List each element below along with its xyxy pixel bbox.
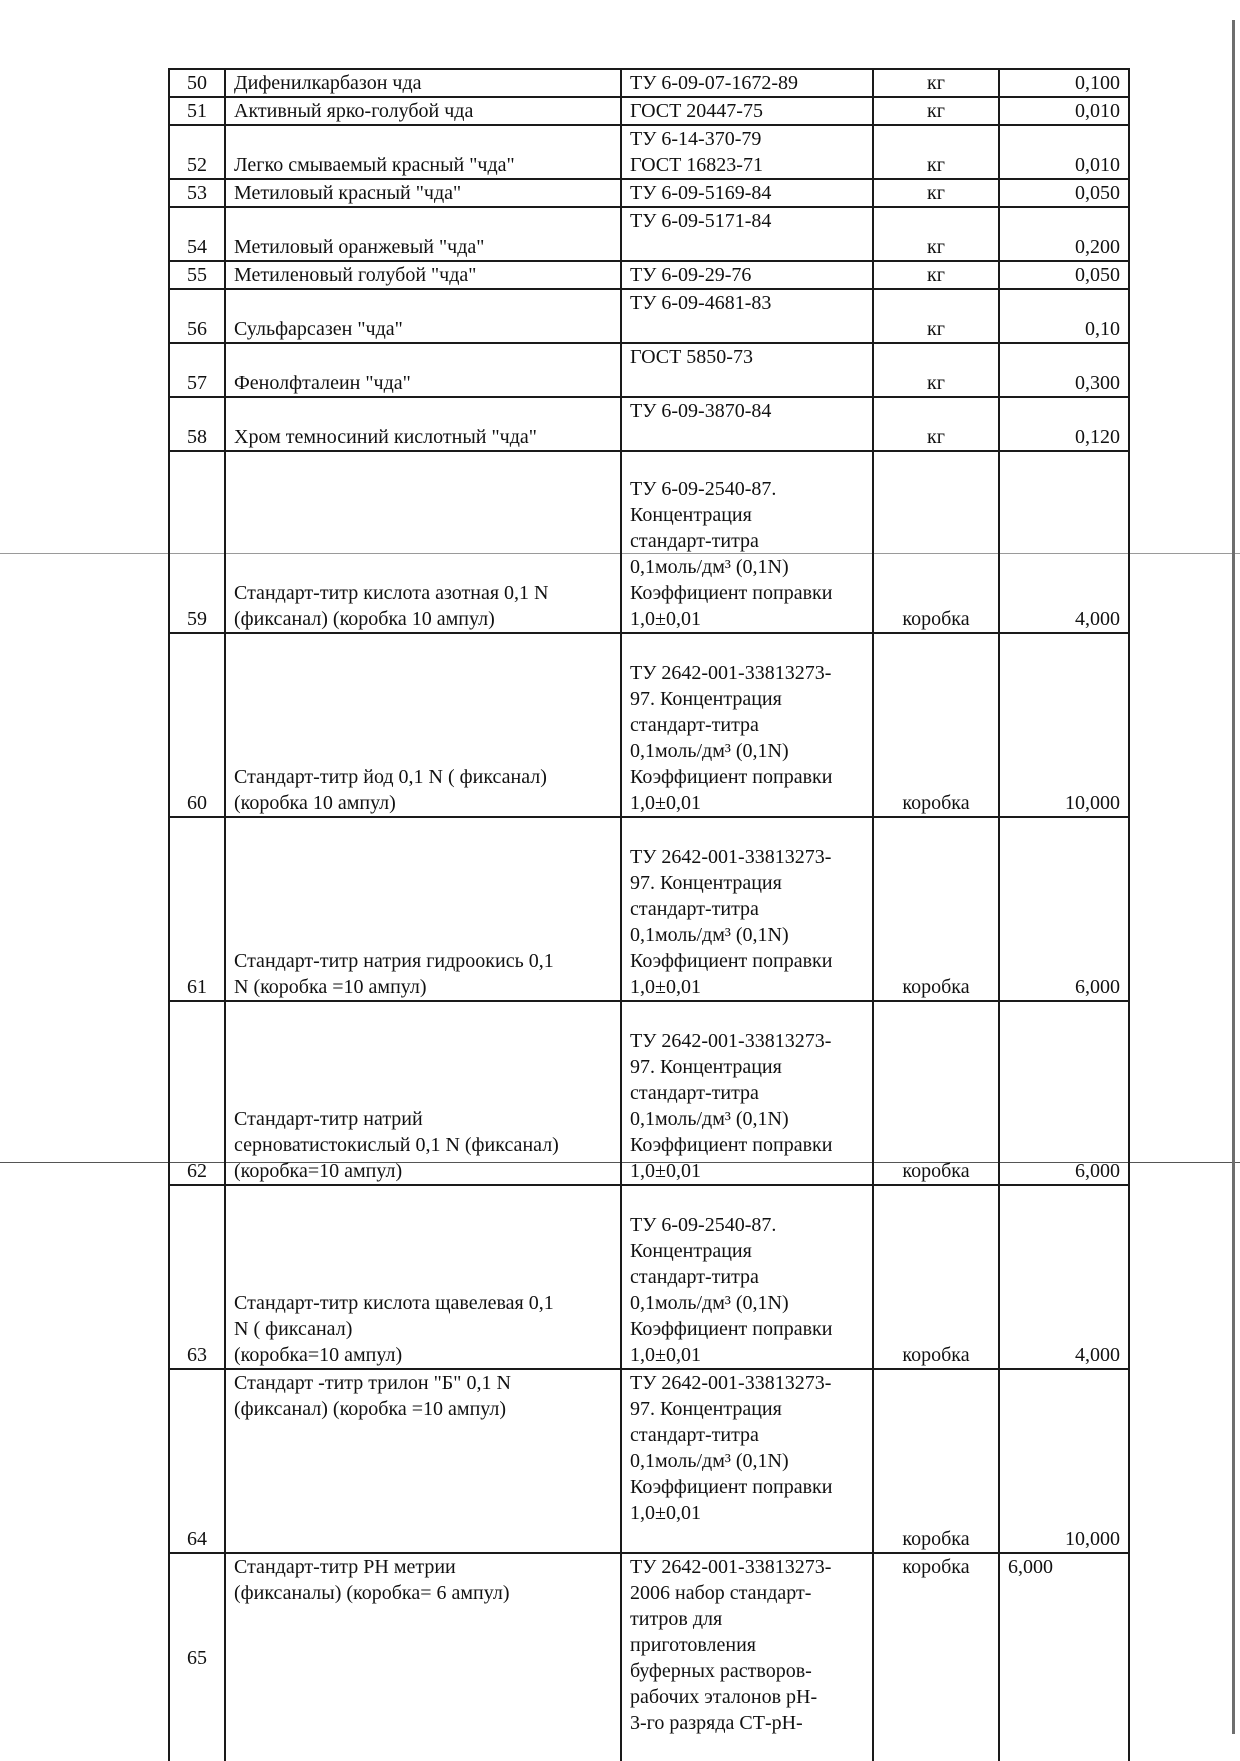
item-quantity: 0,300: [999, 343, 1129, 397]
table-row: [169, 1185, 1129, 1369]
row-number: 59: [169, 451, 225, 633]
item-unit: кг: [873, 125, 999, 179]
row-number: 65: [169, 1553, 225, 1761]
item-unit: кг: [873, 207, 999, 261]
row-number: 50: [169, 69, 225, 97]
item-quantity: 0,050: [999, 179, 1129, 207]
item-unit: коробка: [873, 1185, 999, 1369]
item-unit: кг: [873, 289, 999, 343]
item-unit: коробка: [873, 1001, 999, 1185]
table-row: [169, 179, 1129, 207]
item-name: Дифенилкарбазон чда: [225, 69, 621, 97]
item-spec: ТУ 6-09-29-76: [621, 261, 873, 289]
reagents-table: [168, 68, 1130, 1761]
item-quantity: 4,000: [999, 451, 1129, 633]
item-spec: ТУ 2642-001-33813273- 97. Концентрация стандарт-титра 0,1моль/дм³ (0,1N) Коэффициент поправки 1,0±0,01: [621, 633, 873, 817]
item-name: Легко смываемый красный "чда": [225, 125, 621, 179]
item-quantity: 0,010: [999, 125, 1129, 179]
row-number: 57: [169, 343, 225, 397]
item-unit: коробка: [873, 1553, 999, 1761]
item-spec: ГОСТ 20447-75: [621, 97, 873, 125]
table-row: [169, 289, 1129, 343]
item-name: Фенолфталеин "чда": [225, 343, 621, 397]
item-spec: ТУ 6-09-3870-84: [621, 397, 873, 451]
item-name: Метиловый оранжевый "чда": [225, 207, 621, 261]
item-quantity: 10,000: [999, 633, 1129, 817]
item-unit: коробка: [873, 1369, 999, 1553]
scan-edge-line: [1232, 20, 1235, 1734]
item-unit: кг: [873, 343, 999, 397]
item-spec: ТУ 6-09-07-1672-89: [621, 69, 873, 97]
item-name: Стандарт-титр РН метрии (фиксаналы) (коробка= 6 ампул): [225, 1553, 621, 1761]
item-quantity: 10,000: [999, 1369, 1129, 1553]
item-name: Метиленовый голубой "чда": [225, 261, 621, 289]
item-unit: кг: [873, 97, 999, 125]
table-row: [169, 397, 1129, 451]
item-name: Стандарт-титр йод 0,1 N ( фиксанал) (коробка 10 ампул): [225, 633, 621, 817]
item-quantity: 0,010: [999, 97, 1129, 125]
table-row: [169, 817, 1129, 1001]
item-name: Сульфарсазен "чда": [225, 289, 621, 343]
row-number: 60: [169, 633, 225, 817]
item-spec: ГОСТ 5850-73: [621, 343, 873, 397]
item-spec: ТУ 6-09-4681-83: [621, 289, 873, 343]
item-unit: коробка: [873, 817, 999, 1001]
table-row: [169, 451, 1129, 633]
item-unit: кг: [873, 397, 999, 451]
table-row: [169, 633, 1129, 817]
item-name: Метиловый красный "чда": [225, 179, 621, 207]
item-spec: ТУ 6-09-5171-84: [621, 207, 873, 261]
item-unit: кг: [873, 179, 999, 207]
row-number: 64: [169, 1369, 225, 1553]
row-number: 53: [169, 179, 225, 207]
item-spec: ТУ 6-09-2540-87. Концентрация стандарт-титра 0,1моль/дм³ (0,1N) Коэффициент поправки 1,0±0,01: [621, 451, 873, 633]
item-name: Активный ярко-голубой чда: [225, 97, 621, 125]
table-row: [169, 97, 1129, 125]
item-unit: кг: [873, 261, 999, 289]
row-number: 54: [169, 207, 225, 261]
item-quantity: 0,200: [999, 207, 1129, 261]
item-name: Стандарт-титр натрия гидроокись 0,1 N (коробка =10 ампул): [225, 817, 621, 1001]
item-quantity: 0,10: [999, 289, 1129, 343]
item-quantity: 0,100: [999, 69, 1129, 97]
item-quantity: 6,000: [999, 817, 1129, 1001]
item-spec: ТУ 2642-001-33813273- 97. Концентрация стандарт-титра 0,1моль/дм³ (0,1N) Коэффициент поправки 1,0±0,01: [621, 1369, 873, 1553]
item-spec: ТУ 2642-001-33813273- 97. Концентрация стандарт-титра 0,1моль/дм³ (0,1N) Коэффициент поправки 1,0±0,01: [621, 817, 873, 1001]
item-spec: ТУ 6-09-5169-84: [621, 179, 873, 207]
item-name: Хром темносиний кислотный "чда": [225, 397, 621, 451]
table-row: [169, 1001, 1129, 1185]
item-name: Стандарт-титр кислота щавелевая 0,1 N ( фиксанал) (коробка=10 ампул): [225, 1185, 621, 1369]
item-spec: ТУ 2642-001-33813273- 97. Концентрация стандарт-титра 0,1моль/дм³ (0,1N) Коэффициент поправки 1,0±0,01: [621, 1001, 873, 1185]
item-quantity: 6,000: [999, 1001, 1129, 1185]
table-row: [169, 125, 1129, 179]
row-number: 62: [169, 1001, 225, 1185]
row-number: 63: [169, 1185, 225, 1369]
row-number: 61: [169, 817, 225, 1001]
table-row: [169, 1369, 1129, 1553]
row-number: 55: [169, 261, 225, 289]
table-row: [169, 207, 1129, 261]
item-unit: коробка: [873, 451, 999, 633]
item-name: Стандарт-титр натрий серноватистокислый 0,1 N (фиксанал) (коробка=10 ампул): [225, 1001, 621, 1185]
row-number: 52: [169, 125, 225, 179]
item-spec: ТУ 2642-001-33813273- 2006 набор стандарт- титров для приготовления буферных растворов- рабочих эталонов рН- 3-го разряда СТ-рН-: [621, 1553, 873, 1761]
row-number: 51: [169, 97, 225, 125]
item-quantity: 6,000: [999, 1553, 1129, 1761]
item-spec: ТУ 6-09-2540-87. Концентрация стандарт-титра 0,1моль/дм³ (0,1N) Коэффициент поправки 1,0±0,01: [621, 1185, 873, 1369]
row-number: 56: [169, 289, 225, 343]
table-row: [169, 261, 1129, 289]
item-quantity: 0,050: [999, 261, 1129, 289]
item-unit: кг: [873, 69, 999, 97]
item-unit: коробка: [873, 633, 999, 817]
item-quantity: 4,000: [999, 1185, 1129, 1369]
item-name: Стандарт-титр кислота азотная 0,1 N (фиксанал) (коробка 10 ампул): [225, 451, 621, 633]
row-number: 58: [169, 397, 225, 451]
item-quantity: 0,120: [999, 397, 1129, 451]
table-row: [169, 343, 1129, 397]
table-row: [169, 69, 1129, 97]
item-spec: ТУ 6-14-370-79 ГОСТ 16823-71: [621, 125, 873, 179]
item-name: Стандарт -титр трилон "Б" 0,1 N (фиксанал) (коробка =10 ампул): [225, 1369, 621, 1553]
table-row: [169, 1553, 1129, 1761]
